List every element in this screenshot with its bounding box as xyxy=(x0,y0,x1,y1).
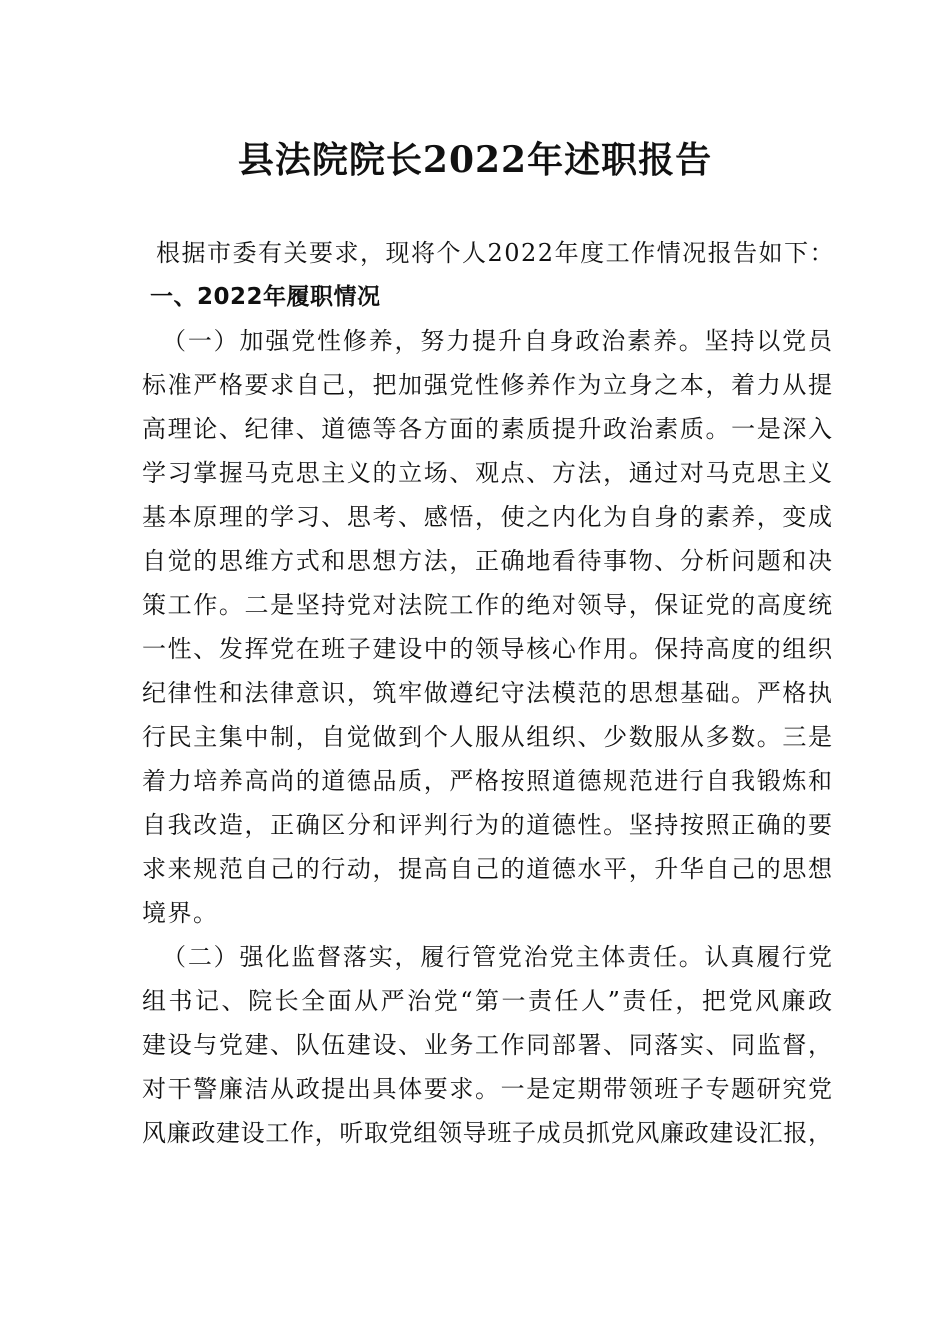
intro-paragraph: 根据市委有关要求，现将个人2022年度工作情况报告如下： xyxy=(156,239,836,267)
paragraph-line: 高理论、纪律、道德等各方面的素质提升政治素质。一是深入 xyxy=(142,415,832,443)
paragraph-line: （二）强化监督落实，履行管党治党主体责任。认真履行党 xyxy=(162,943,832,971)
paragraph-line: 一性、发挥党在班子建设中的领导核心作用。保持高度的组织 xyxy=(142,635,832,663)
paragraph-line: 标准严格要求自己，把加强党性修养作为立身之本，着力从提 xyxy=(142,371,832,399)
section-heading: 一、2022年履职情况 xyxy=(150,284,381,310)
paragraph-line: 基本原理的学习、思考、感悟，使之内化为自身的素养，变成 xyxy=(142,503,832,531)
document-body xyxy=(142,231,836,1155)
paragraph-line: （一）加强党性修养，努力提升自身政治素养。坚持以党员 xyxy=(162,327,832,355)
paragraph-line: 组书记、院长全面从严治党“第一责任人”责任，把党风廉政 xyxy=(142,987,832,1015)
paragraph-line: 策工作。二是坚持党对法院工作的绝对领导，保证党的高度统 xyxy=(142,591,832,619)
paragraph-line: 自觉的思维方式和思想方法，正确地看待事物、分析问题和决 xyxy=(142,547,832,575)
paragraph-line: 着力培养高尚的道德品质，严格按照道德规范进行自我锻炼和 xyxy=(142,767,832,795)
paragraph-line: 境界。 xyxy=(142,899,219,927)
paragraph-line: 学习掌握马克思主义的立场、观点、方法，通过对马克思主义 xyxy=(142,459,832,487)
paragraph-line: 纪律性和法律意识，筑牢做遵纪守法模范的思想基础。严格执 xyxy=(142,679,832,707)
paragraph-line: 自我改造，正确区分和评判行为的道德性。坚持按照正确的要 xyxy=(142,811,832,839)
paragraph-line: 对干警廉洁从政提出具体要求。一是定期带领班子专题研究党 xyxy=(142,1075,832,1103)
document-title: 县法院院长2022年述职报告 xyxy=(237,139,713,181)
paragraph-line: 风廉政建设工作，听取党组领导班子成员抓党风廉政建设汇报， xyxy=(142,1119,832,1147)
paragraph-line: 求来规范自己的行动，提高自己的道德水平，升华自己的思想 xyxy=(142,855,832,883)
paragraph-line: 行民主集中制，自觉做到个人服从组织、少数服从多数。三是 xyxy=(142,723,832,751)
paragraph-line: 建设与党建、队伍建设、业务工作同部署、同落实、同监督， xyxy=(142,1031,832,1059)
